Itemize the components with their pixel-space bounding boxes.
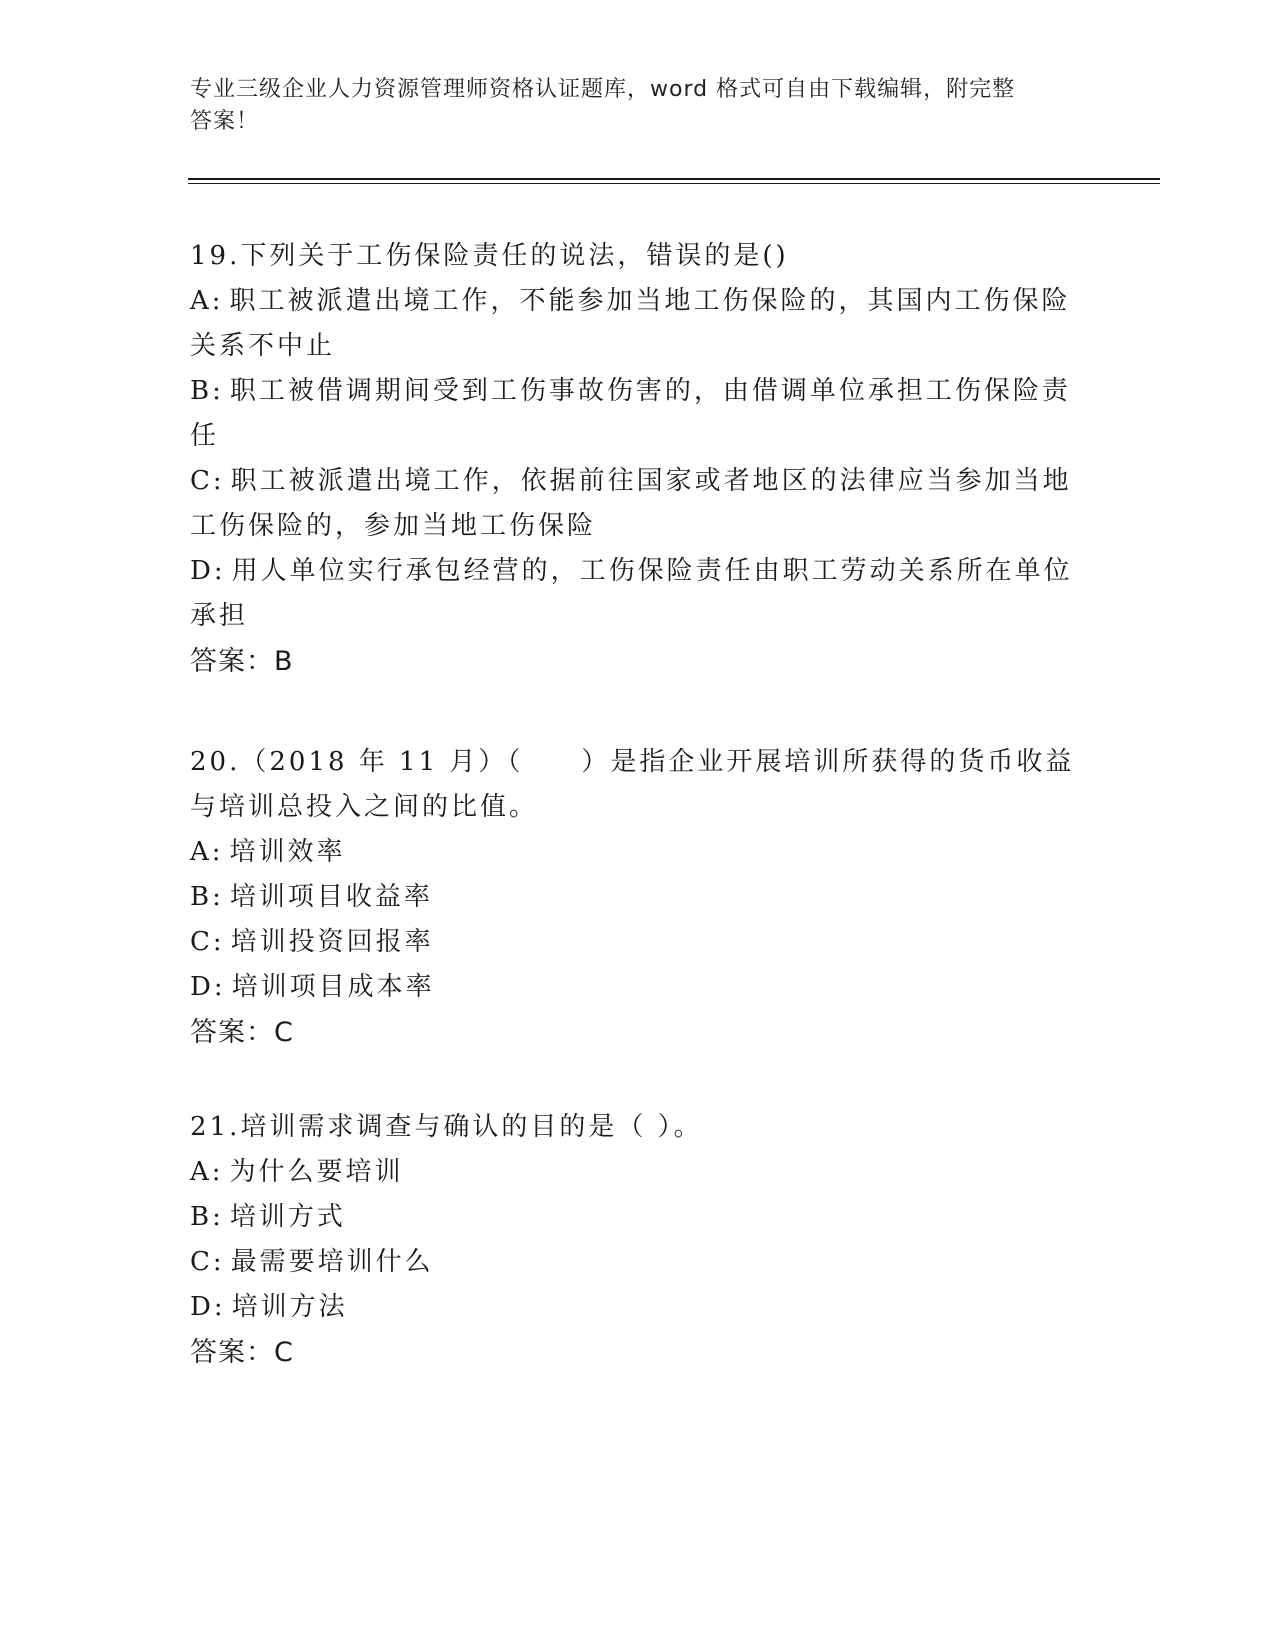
option-c — [190, 459, 1090, 549]
question-19 — [190, 234, 1090, 684]
option-text: 培训项目成本率 — [231, 972, 435, 1002]
header-rule-thick — [188, 178, 1160, 180]
option-text: 培训效率 — [229, 837, 346, 867]
option-a — [190, 279, 1090, 369]
option-key: D: — [190, 1292, 226, 1322]
question-text: 20.（2018 年 11 月）（ ）是指企业开展培训所获得的货币收益与培训总投入之间的比值。 — [190, 747, 1075, 822]
option-key: D: — [190, 972, 226, 1002]
option-a — [190, 1150, 1090, 1195]
option-key: B: — [190, 1202, 224, 1232]
option-key: C: — [190, 927, 225, 957]
document-header — [190, 74, 1090, 138]
answer: 答案：C — [190, 1017, 294, 1048]
option-c — [190, 1240, 1090, 1285]
option-d — [190, 549, 1090, 639]
question-20 — [190, 740, 1090, 1055]
option-d — [190, 965, 1090, 1010]
option-key: B: — [190, 376, 224, 406]
option-text: 为什么要培训 — [229, 1157, 404, 1187]
header-line-1: 专业三级企业人力资源管理师资格认证题库，word 格式可自由下载编辑，附完整 — [190, 77, 1016, 102]
option-key: B: — [190, 882, 224, 912]
option-text: 职工被派遣出境工作，依据前往国家或者地区的法律应当参加当地工伤保险的，参加当地工伤保险 — [190, 466, 1072, 541]
option-key: D: — [190, 556, 226, 586]
option-text: 职工被借调期间受到工伤事故伤害的，由借调单位承担工伤保险责任 — [190, 376, 1071, 451]
option-key: C: — [190, 466, 225, 496]
question-21 — [190, 1105, 1090, 1375]
option-text: 培训项目收益率 — [229, 882, 433, 912]
option-key: C: — [190, 1247, 225, 1277]
option-key: A: — [190, 837, 224, 867]
option-text: 培训方法 — [231, 1292, 348, 1322]
answer: 答案：B — [190, 646, 294, 677]
header-line-2: 答案！ — [190, 109, 260, 134]
option-text: 培训投资回报率 — [230, 927, 434, 957]
option-text: 职工被派遣出境工作，不能参加当地工伤保险的，其国内工伤保险关系不中止 — [190, 286, 1071, 361]
option-b — [190, 875, 1090, 920]
header-rule-thin — [188, 183, 1160, 184]
option-b — [190, 1195, 1090, 1240]
option-d — [190, 1285, 1090, 1330]
question-text: 21.培训需求调查与确认的目的是（ ）。 — [190, 1112, 703, 1142]
option-text: 最需要培训什么 — [230, 1247, 434, 1277]
answer: 答案：C — [190, 1337, 294, 1368]
option-text: 培训方式 — [229, 1202, 346, 1232]
option-key: A: — [190, 1157, 224, 1187]
option-a — [190, 830, 1090, 875]
option-key: A: — [190, 286, 224, 316]
option-text: 用人单位实行承包经营的，工伤保险责任由职工劳动关系所在单位承担 — [190, 556, 1073, 631]
option-c — [190, 920, 1090, 965]
question-text: 19.下列关于工伤保险责任的说法，错误的是() — [190, 241, 789, 271]
option-b — [190, 369, 1090, 459]
